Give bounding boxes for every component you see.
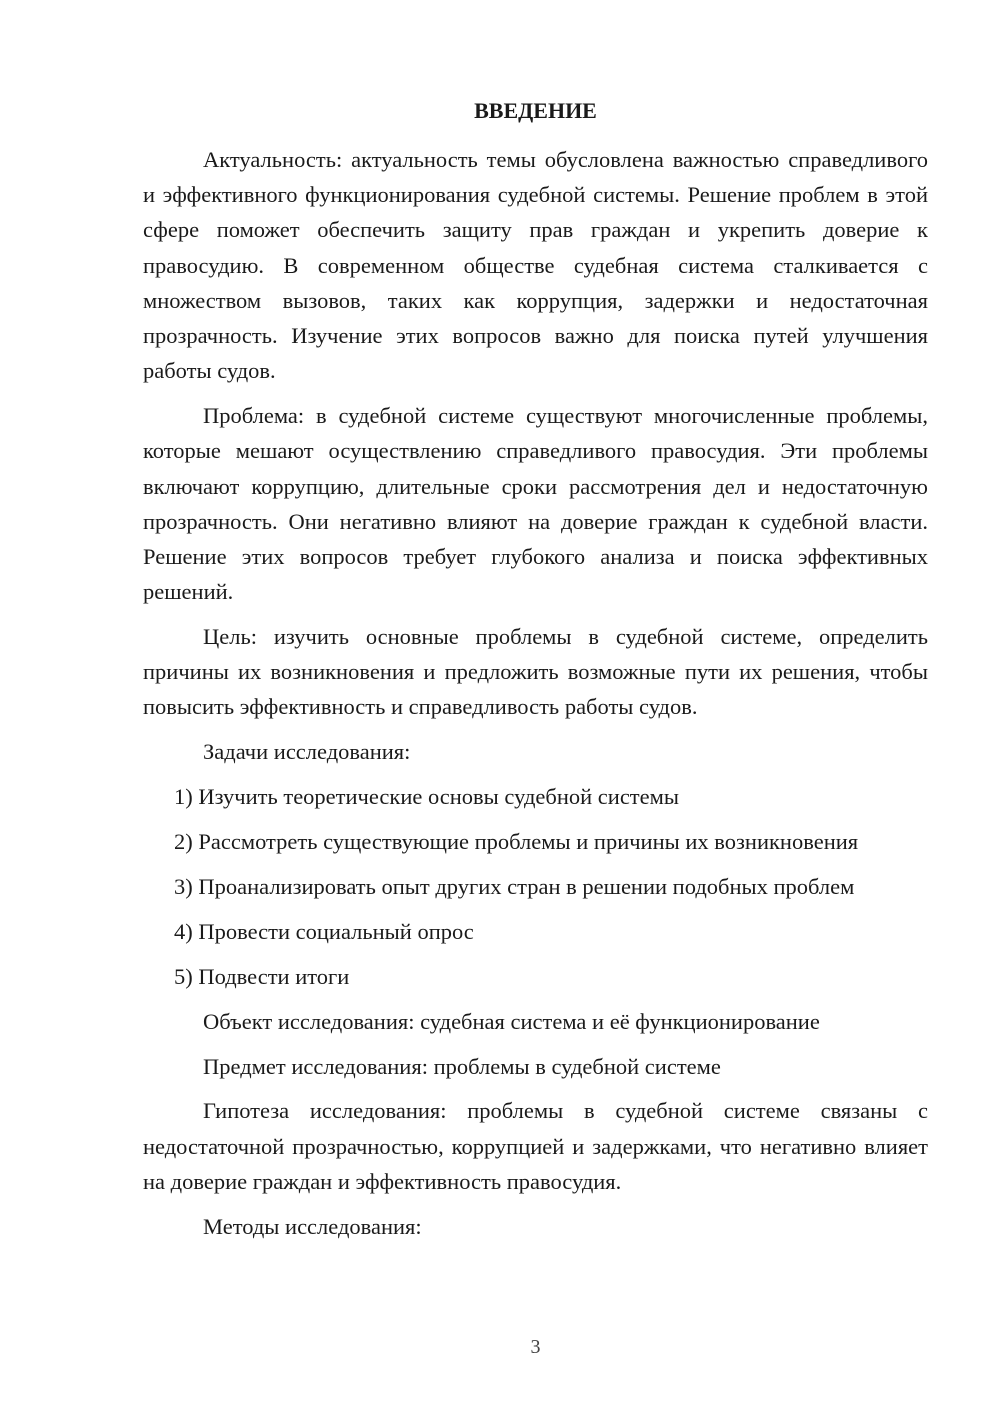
task-item-5: 5) Подвести итоги: [174, 963, 350, 989]
paragraph-subject: Предмет исследования: проблемы в судебной системе: [203, 1053, 721, 1079]
paragraph-hypothesis: Гипотеза исследования: проблемы в судебной системе связаны с недостаточной прозрачностью, коррупцией и задержками, что негативно влияет на доверие граждан и эффективность правосудия.: [143, 1098, 928, 1194]
task-item-1: 1) Изучить теоретические основы судебной системы: [174, 784, 679, 810]
paragraph-problem: Проблема: в судебной системе существуют многочисленные проблемы, которые мешают осуществлению справедливого правосудия. Эти проблемы включают коррупцию, длительные сроки рассмотрения дел и недостаточную прозрачность. Они негативно влияют на доверие граждан к судебной власти. Решение этих вопросов требует глубокого анализа и поиска эффективных решений.: [143, 403, 928, 605]
tasks-heading: Задачи исследования:: [203, 739, 411, 765]
task-item-2: 2) Рассмотреть существующие проблемы и причины их возникновения: [174, 829, 859, 855]
task-item-4: 4) Провести социальный опрос: [174, 918, 474, 944]
task-item-3: 3) Проанализировать опыт других стран в решении подобных проблем: [174, 873, 855, 899]
methods-heading: Методы исследования:: [203, 1213, 422, 1239]
page-number: 3: [530, 1336, 541, 1358]
paragraph-relevance: Актуальность: актуальность темы обусловлена важностью справедливого и эффективного функционирования судебной системы. Решение проблем в этой сфере поможет обеспечить защиту прав граждан и укрепить доверие к правосудию. В современном обществе судебная система сталкивается с множеством вызовов, таких как коррупция, задержки и недостаточная прозрачность. Изучение этих вопросов важно для поиска путей улучшения работы судов.: [143, 147, 928, 384]
section-title: ВВЕДЕНИЕ: [474, 98, 597, 123]
document-body: [143, 142, 928, 1254]
paragraph-object: Объект исследования: судебная система и её функционирование: [203, 1008, 820, 1034]
paragraph-goal: Цель: изучить основные проблемы в судебной системе, определить причины их возникновения и предложить возможные пути их решения, чтобы повысить эффективность и справедливость работы судов.: [143, 624, 928, 720]
